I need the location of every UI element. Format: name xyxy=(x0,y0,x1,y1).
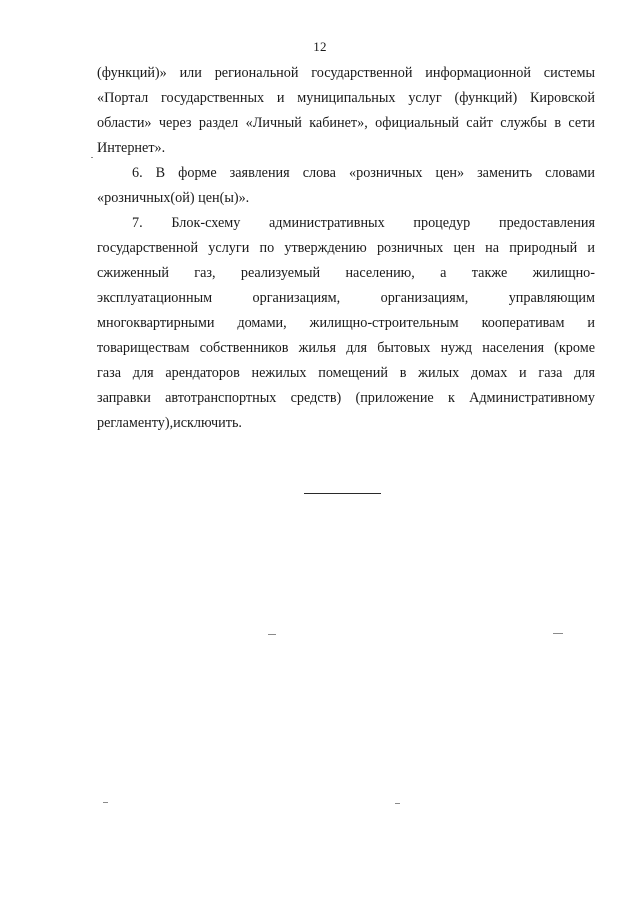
paragraph-7-line: регламенту),исключить. xyxy=(97,415,242,431)
paragraph-6-line: 6. В форме заявления слова «розничных цен» заменить словами xyxy=(132,165,595,181)
paragraph-7-line: эксплуатационным организациям, организациям, управляющим xyxy=(97,290,595,306)
end-separator-line xyxy=(304,493,381,494)
scan-speck xyxy=(395,803,400,804)
scan-speck xyxy=(103,802,108,803)
paragraph-6-line: «розничных(ой) цен(ы)». xyxy=(97,190,250,206)
text-line: (функций)» или региональной государственной информационной системы xyxy=(97,65,595,81)
document-body xyxy=(97,61,595,436)
paragraph-7-line: многоквартирными домами, жилищно-строительным кооперативам и xyxy=(97,315,595,331)
paragraph-7-line: государственной услуги по утверждению розничных цен на природный и xyxy=(97,240,595,256)
paragraph-7-line: 7. Блок-схему административных процедур предоставления xyxy=(132,215,595,231)
page-number: 12 xyxy=(313,39,327,54)
text-line: области» через раздел «Личный кабинет», официальный сайт службы в сети xyxy=(97,115,595,131)
paragraph-7-line: товариществам собственников жилья для бытовых нужд населения (кроме xyxy=(97,340,595,356)
scan-speck xyxy=(268,634,276,635)
paragraph-7-line: газа для арендаторов нежилых помещений в жилых домах и газа для xyxy=(97,365,595,381)
text-line: Интернет». xyxy=(97,140,166,156)
paragraph-7-line: заправки автотранспортных средств) (приложение к Административному xyxy=(97,390,595,406)
paragraph-7-line: сжиженный газ, реализуемый населению, а также жилищно- xyxy=(97,265,595,281)
text-line: «Портал государственных и муниципальных услуг (функций) Кировской xyxy=(97,90,595,106)
scan-speck xyxy=(553,633,563,634)
scan-speck xyxy=(91,157,93,158)
